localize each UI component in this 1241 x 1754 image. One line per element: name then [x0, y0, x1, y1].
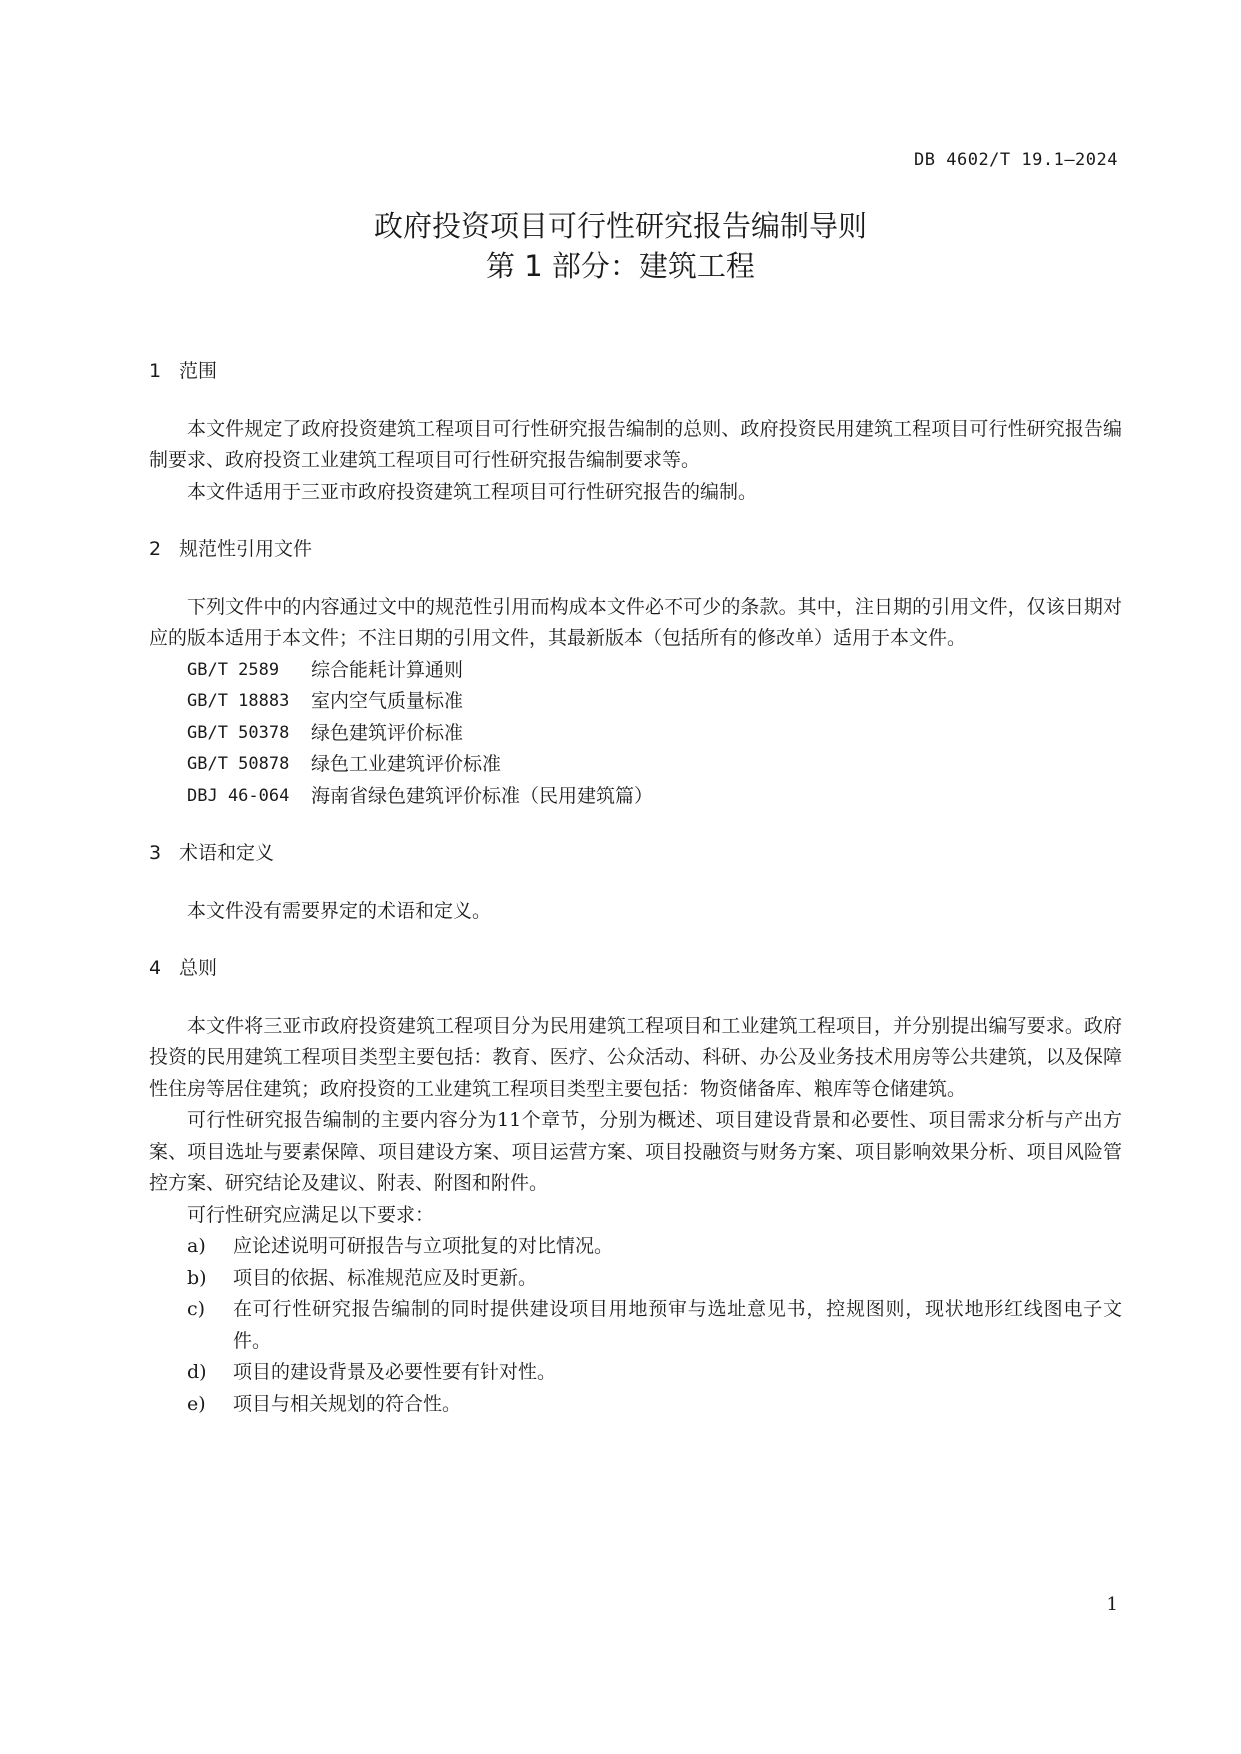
- section-number: 3: [149, 842, 162, 864]
- reference-list: [149, 655, 1122, 813]
- reference-item: [149, 749, 1122, 781]
- paragraph: 本文件规定了政府投资建筑工程项目可行性研究报告编制的总则、政府投资民用建筑工程项目可行性研究报告编制要求、政府投资工业建筑工程项目可行性研究报告编制要求等。: [149, 417, 1122, 471]
- paragraph: 本文件适用于三亚市政府投资建筑工程项目可行性研究报告的编制。: [187, 480, 758, 503]
- reference-item: [149, 718, 1122, 750]
- requirement-text: 项目的依据、标准规范应及时更新。: [233, 1266, 538, 1289]
- section-heading-terms: [149, 838, 1122, 870]
- reference-code: GB/T 50878: [187, 754, 290, 774]
- requirement-text: 应论述说明可研报告与立项批复的对比情况。: [233, 1235, 614, 1257]
- section-title: 术语和定义: [179, 842, 275, 864]
- reference-item: [149, 781, 1122, 813]
- reference-code: GB/T 2589: [187, 659, 280, 680]
- document-title: [0, 206, 1241, 286]
- paragraph: 下列文件中的内容通过文中的规范性引用而构成本文件必不可少的条款。其中，注日期的引用文件，仅该日期对应的版本适用于本文件；不注日期的引用文件，其最新版本（包括所有的修改单）适用于本文件。: [149, 595, 1122, 649]
- reference-item: [149, 686, 1122, 718]
- reference-title: 绿色工业建筑评价标准: [311, 753, 502, 775]
- requirement-marker: b): [187, 1266, 207, 1289]
- section-heading-normative-references: [149, 534, 1122, 566]
- reference-title: 综合能耗计算通则: [311, 658, 464, 681]
- requirement-item: [149, 1294, 1122, 1357]
- section-number: 2: [149, 538, 162, 560]
- section-heading-scope: [149, 356, 1122, 388]
- document-body: [149, 356, 1122, 1420]
- section-title: 范围: [179, 360, 218, 382]
- reference-code: GB/T 50378: [187, 722, 290, 743]
- paragraph: 可行性研究报告编制的主要内容分为11个章节，分别为概述、项目建设背景和必要性、项目需求分析与产出方案、项目选址与要素保障、项目建设方案、项目运营方案、项目投融资与财务方案、项目影响效果分析、项目风险管控方案、研究结论及建议、附表、附图和附件。: [149, 1109, 1122, 1194]
- requirement-marker: d): [187, 1361, 207, 1383]
- requirement-text: 项目的建设背景及必要性要有针对性。: [233, 1361, 557, 1383]
- section-title: 规范性引用文件: [179, 538, 313, 560]
- paragraph: 可行性研究应满足以下要求：: [187, 1203, 435, 1226]
- reference-title: 室内空气质量标准: [311, 690, 464, 712]
- reference-title: 绿色建筑评价标准: [311, 721, 464, 744]
- requirement-marker: a): [187, 1235, 206, 1257]
- requirement-marker: c): [187, 1298, 206, 1320]
- document-code: DB 4602/T 19.1—2024: [914, 150, 1118, 170]
- section-number: 4: [149, 957, 162, 979]
- requirement-text: 在可行性研究报告编制的同时提供建设项目用地预审与选址意见书，控规图则，现状地形红线图电子文件。: [233, 1298, 1122, 1352]
- paragraph: 本文件将三亚市政府投资建筑工程项目分为民用建筑工程项目和工业建筑工程项目，并分别提出编写要求。政府投资的民用建筑工程项目类型主要包括：教育、医疗、公众活动、科研、办公及业务技术用房等公共建筑，以及保障性住房等居住建筑；政府投资的工业建筑工程项目类型主要包括：物资储备库、粮库等仓储建筑。: [149, 1014, 1122, 1100]
- reference-code: DBJ 46-064: [187, 785, 290, 806]
- reference-item: [149, 655, 1122, 687]
- section-heading-general: [149, 953, 1122, 985]
- title-line-1: 政府投资项目可行性研究报告编制导则: [373, 209, 867, 243]
- requirement-item: [149, 1231, 1122, 1263]
- section-number: 1: [149, 360, 162, 382]
- reference-code: GB/T 18883: [187, 691, 290, 711]
- requirement-item: [149, 1357, 1122, 1389]
- requirement-list: [149, 1231, 1122, 1420]
- paragraph: 本文件没有需要界定的术语和定义。: [187, 899, 492, 922]
- requirement-marker: e): [187, 1392, 206, 1415]
- reference-title: 海南省绿色建筑评价标准（民用建筑篇）: [311, 784, 654, 807]
- requirement-text: 项目与相关规划的符合性。: [233, 1392, 462, 1415]
- section-title: 总则: [179, 957, 218, 979]
- page-number: 1: [1106, 1594, 1118, 1615]
- title-line-2: 第 1 部分：建筑工程: [486, 249, 755, 283]
- requirement-item: [149, 1263, 1122, 1295]
- requirement-item: [149, 1389, 1122, 1421]
